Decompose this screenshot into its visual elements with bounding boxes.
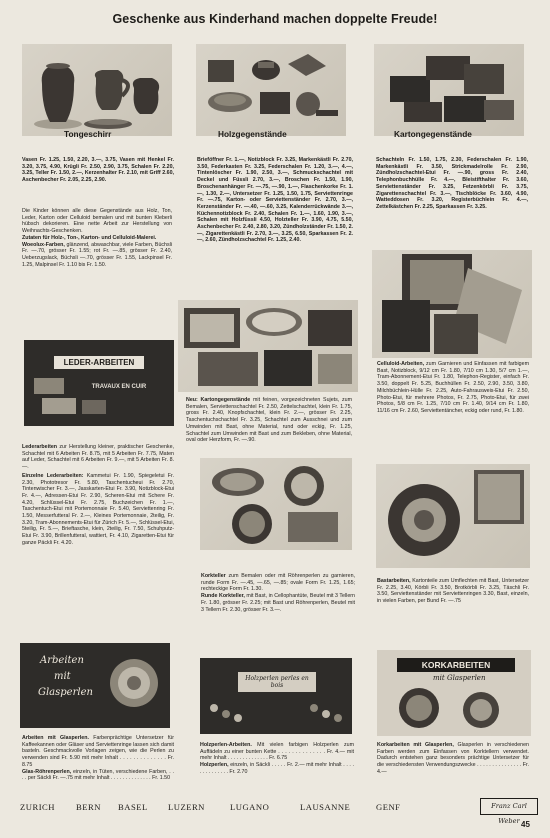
celluloid-bold: Celluloid-Arbeiten,: [377, 361, 425, 367]
korkglas-text: [377, 742, 529, 776]
holzperlen-bold: Holzperlen-Arbeiten.: [200, 742, 252, 748]
holzgegenstaende-photo: [196, 44, 346, 136]
franz-carl-weber-logo: Franz Carl Weber: [480, 798, 538, 815]
holzperlen-label: Holzperlen perles en bois: [238, 672, 316, 692]
kartonneu-illustration: [178, 300, 358, 392]
korkglas-body: Glasperlen in verschiedenen Farben werden zum Einfassen von Korktellern verwendet. Dadurch entstehen ganz besonders prächtige Untersetzer für die verschiedensten Verwendungszwecke . . . . . . . . . . . . . . . Fr. 4.—: [377, 742, 529, 775]
korkglas-photo: [377, 650, 531, 736]
celluloid-illustration: [372, 250, 532, 358]
footer-city-zurich: ZURICH: [20, 802, 55, 812]
kartonneu-photo: [178, 300, 358, 392]
korkglas-illustration: [377, 650, 531, 736]
glasperlen-coaster-illustration: [20, 643, 170, 728]
karton-text: [376, 157, 528, 211]
woeolux-bold: Woeolux-Farben,: [22, 241, 65, 248]
glasroehren-bold: Glas-Röhrenperlen,: [22, 768, 72, 775]
einzelne-bold: Einzelne Lederarbeiten:: [22, 472, 84, 479]
zutaten-heading: Zutaten für Holz-, Ton-, Karton- und Celluloid-Malerei.: [22, 234, 157, 241]
leder-items-illustration: [24, 340, 174, 426]
kork-title: KORKARBEITEN: [397, 658, 515, 672]
kartonneu-text: [186, 397, 352, 444]
karton-bold: Schachteln: [376, 157, 405, 163]
holzperlen2-bold: Holzperlen,: [200, 762, 229, 769]
tongeschirr-body: Fr. 1.25, 1.50, 2.20, 3.—, 3.75, Vasen mit Henkel Fr. 3.20, 3.75, 4.90, Krügli Fr. 2.50, 2.90, 3.75, Schalen Fr. 2.20, 3.25, Teller Fr. 1.50, 2.—, Kerzenhalter Fr. 2.10, mit Griff 2.60, Aschenbecher Fr. 2.05, 2.25, 2.90.: [22, 157, 174, 184]
celluloid-body: zum Garnieren und Einfassen mit farbigem Bast, Notizblock, 9/12 cm Fr. 1.80, 7/10 cm 1.30, 5/7 cm 1.—, Tram-Abonnement-Etui Fr. 1.80, Telephon-Register, einfach Fr. 3.50, doppelt Fr. 5.25, Buchhüllen Fr. 2.50, 2.90, 3.50, 3.80, Milchbüchlein-Hülle Fr. 2.25, Auto-Fahrausweis-Etui Fr. 2.50, Photo-Etui, für mehrere Photos, Fr. 2.75, Photo-Etui, für zwei Photos, 5/8 cm Fr. 1.25, 7/10 cm Fr. 1.40, 9/14 cm Fr. 1.80, 11/16 cm Fr. 2.60, Serviettentäncher, eckig oder rund, Fr. 1.80.: [377, 361, 529, 414]
leder-text: [22, 444, 174, 547]
holz-bold: Brieföffner: [197, 157, 225, 163]
korkteller-illustration: [200, 458, 352, 550]
holzperlen-text: [200, 742, 354, 776]
kartongegenstaende-photo: [374, 44, 524, 136]
celluloid-photo: [372, 250, 532, 358]
holzperlen-body: Mit vielen farbigen Holzperlen zum Auffädeln zu einer bunten Kette . . . . . . . . . . . . . . Fr. 4.— mit mehr Inhalt . . . . . . . . . . . . . . Fr. 6.75: [200, 742, 354, 762]
footer-city-basel: BASEL: [118, 802, 148, 812]
holzgegenstaende-caption: Holzgegenstände: [218, 129, 287, 139]
glasperlen-photo: [20, 643, 170, 728]
holzperlen-photo: [200, 658, 352, 734]
runde-bold: Runde Korkteller,: [201, 593, 245, 600]
holzperlen2-body: einzeln, in Säckli . . . . . Fr. 2.— mit mehr Inhalt . . . . . . . . . . . . . . Fr. 2.70: [200, 762, 354, 775]
kartonneu-body: mit feinen, vorgezeichneten Sujets, zum Bemalen, Serviettenschachtel Fr. 2.50, Zettelschachtel, klein Fr. 1.75, gross Fr. 2.40, Knopfschachtel, klein Fr. 2.—, grösser Fr. 2.25, Taschentuchschachtel Fr. 3.25, Schachtel zum Ausschnei und zum Umwinden mit Bast, ohne Material, rund oder eckig, Fr. 1.25, Schachtel zum Umwinden mit Bast und zum Bekleben, ohne Material, oval oder Herzform, Fr. —.90.: [186, 397, 352, 444]
korkteller-bold: Korkteller: [201, 573, 226, 579]
leder-body: zur Herstellung kleiner, praktischer Geschenke, Schachtel mit 6 Arbeiten Fr. 8.75, mit 5 Arbeiten Fr. 7.75, Maten auf Leder, Schachtel mit 6 Arbeiten Fr. 9.—, mit 5 Arbeiten Fr. 8.—.: [22, 444, 174, 471]
einzelne-body: Kammetui Fr. 1.90, Spiegeletui Fr. 2.30, Phototresor Fr. 5.80, Taschentucheui Fr. 2.70, Tintenwischer Fr. 3.—, Jasskarten-Etui Fr. 3.90, Notizblock-Etui Fr. 4.—, Adressen-Etui Fr. 2.90, Scheren-Etui mit Schere Fr. 4.20, Schlüssel-Etui Fr. 2.75, Buchzeichen Fr. 1.—, Taschentuch-Etui mit Portemonnaie Fr. 5.40, Serviettenring Fr. 1.50, Messerfutteral Fr. 2.—, Kleines Portemonnaie, 2teilig, Fr. 3.20, Tram-Abonnements-Etui für Zürich Fr. 5.—, Schlüssel-Etui, 5teilig, Fr. 5.—, Brieftasche, klein, 2teilig, Fr. 7.50, Schuhputz-Etui Fr. 3.90, Brillenfutteral, wattiert, Fr. 4.10, Zigaretten-Etui für ganze Päckli Fr. 4.20.: [22, 472, 174, 546]
kartonneu-bold: Neu: Kartongegenstände: [186, 397, 251, 403]
holzperlen-beads-illustration: [200, 658, 352, 734]
holz-text: [197, 157, 353, 244]
tongeschirr-text: [22, 157, 174, 184]
bast-bold: Bastarbeiten,: [377, 578, 411, 584]
footer-city-luzern: LUZERN: [168, 802, 205, 812]
tongeschirr-photo: [22, 44, 172, 136]
footer-city-genf: GENF: [376, 802, 401, 812]
page-number: 45: [521, 820, 530, 829]
korkteller-body: zum Bemalen oder mit Röhrenperlen zu garnieren, runde Form Fr. —.45, —.65, —.85; ovale Form Fr. 1.25, 1.65; rechteckige Form Fr. 1.30.: [201, 573, 355, 593]
leder-photo: [24, 340, 174, 426]
footer-city-lugano: LUGANO: [230, 802, 270, 812]
glas-bold: Arbeiten mit Glasperlen.: [22, 735, 89, 741]
glasperlen-label-glasperlen: Glasperlen: [38, 687, 93, 698]
bast-body: Kartonteile zum Umflechten mit Bast, Untersetzer Fr. 2.25, 3.40, Körbli Fr. 3.50, Brotkörbli Fr. 3.25, Täschli Fr. 3.50, Serviettenständer mit Serviettenringen 3.30, Bast, einzeln, in vielen Farben, per Bund Fr. —.75: [377, 578, 529, 605]
leder-title: LEDER-ARBEITEN: [54, 356, 144, 369]
tongeschirr-caption: Tongeschirr: [64, 129, 112, 139]
holzgegenstaende-illustration: [196, 44, 346, 136]
bast-text: [377, 578, 529, 605]
runde-body: mit Bast, in Cellophantüte, Beutel mit 3 Tellern Fr. 1.80, grösser Fr. 2.25; mit Bast und Röhrenperlen, Beutel mit 3 Tellern Fr. 2.30, grösser Fr. 3.—.: [201, 593, 355, 613]
leder-subtitle: TRAVAUX EN CUIR: [91, 384, 147, 390]
glasroehren-body: einzeln, in Tüten, verschiedene Farben, . . . . per Säckli Fr. —.75 mit mehr Inhalt . . . . . . . . . . . . . . Fr. 1.50: [22, 768, 174, 782]
bast-photo: [376, 464, 530, 568]
kartongegenstaende-caption: Kartongegenstände: [394, 129, 472, 139]
korkteller-photo: [200, 458, 352, 550]
glasperlen-label-mit: mit: [54, 671, 71, 682]
karton-body: Fr. 1.50, 1.75, 2.30, Federschalen Fr. 1.90, Markenkästli Fr. 3.50, Strickmadelrolle Fr. 2.90, Zündholzschachtel-Etui Fr. —.90, gross Fr. 2.40, Telephonbuchhülle Fr. 4.—, Bleistifthalter Fr. 3.60, Serviettenständer Fr. 3.25, Fetzenkörbli Fr. 3.75, Zigarettenschachtel Fr. 3.—, Tischblöcke Fr. 3.60, 4.90, Watteddosen Fr. 3.20, Registerbüchlein Fr. 4.—, Zettelkästchen Fr. 2.25, Sparkassen Fr. 3.25.: [376, 157, 528, 210]
glasperlen-label-arbeiten: Arbeiten: [40, 655, 84, 666]
kork-glasperlen: Glasperlen: [447, 674, 486, 682]
footer-city-lausanne: LAUSANNE: [300, 802, 351, 812]
intro-body: Die Kinder können alle diese Gegenstände aus Holz, Ton, Leder, Karton oder Celluloid bemalen und mit bunten Kleberli hübsch dekorieren. Eine nette Arbeit zur Herstellung von Weihnachts-Geschenken.: [22, 208, 172, 235]
intro-text: [22, 208, 172, 268]
glasperlen-text: [22, 735, 174, 782]
kork-mit: mit: [433, 674, 445, 682]
leder-bold: Lederarbeiten: [22, 444, 58, 450]
woeolux-body: glänzend, abwaschbar, viele Farben, Büchsli Fr. —.70, grösser Fr. 1.55; rot Fr. —.85, grösser Fr. 2.40, Ueberzugslack, Büchsli —.70, grösser Fr. 1.55, Lackpinsel Fr. 1.25, Malpinsel Fr. 1.10 bis Fr. 1.50.: [22, 241, 172, 268]
celluloid-text: [377, 361, 529, 415]
korkglas-bold: Korkarbeiten mit Glasperlen,: [377, 742, 454, 748]
kartongegenstaende-illustration: [374, 44, 524, 136]
tongeschirr-illustration: [22, 44, 172, 136]
page-header: Geschenke aus Kinderhand machen doppelte Freude!: [112, 12, 438, 26]
korkteller-text: [201, 573, 355, 613]
glas-body: Farbenprächtige Untersetzer für Kaffeekannen oder Gläser und Serviettenringe lassen sich damit basteln. Geschmackvolle Vorlagen zeigen, wie die Perlen zu verwenden sind Fr. 5.90 mit mehr Inhalt . . . . . . . . . . . . . . Fr. 8.75: [22, 735, 174, 768]
bast-illustration: [376, 464, 530, 568]
tongeschirr-bold: Vasen: [22, 157, 38, 163]
holz-body: Fr. 1.—, Notizblock Fr. 3.25, Markenkästli Fr. 2.70, 3.50, Federkasten Fr. 3.25, Federschalen Fr. 1.20, 3.—, 4.—, Tintenlöscher Fr. 1.90, 2.50, 3.—, Schmuckschachtel mit Deckel und Füssli 2.70, 3.—, Broschen Fr. 1.50, 1.90, Broschenanhänger Fr. —.75, —.90, 1.—, Flaschenkorke Fr. 1.—, 1.30, 2.—, Untersetzer Fr. 1.25, 1.50, 1.75, Serviettenringe Fr. —.75, Karton- oder Serviettenständer Fr. 2.70, 3.—, Kerzenständer Fr. —.40, —.60, 3.25, Kalenderrückwände 3.—, Küchennotizblock Fr. 2.40, Schalen Fr. 1.—, 1.60, 1.90, 3.—, Schalen mit Holzfüssli 4.50, Holzteller Fr. 3.90, 4.75, 5.50, Aschenbecher Fr. 2.40, 2.80, 3.20, Zündholzständer Fr. 1.50, 2.—, Zigarettenkästli Fr. 2.70, 3.—, 3.25, 6.50, Sparkassen Fr. 2.—, 2.60, Zündholzschachtel Fr. 1.25, 2.40.: [197, 157, 353, 244]
footer-city-bern: BERN: [76, 802, 101, 812]
